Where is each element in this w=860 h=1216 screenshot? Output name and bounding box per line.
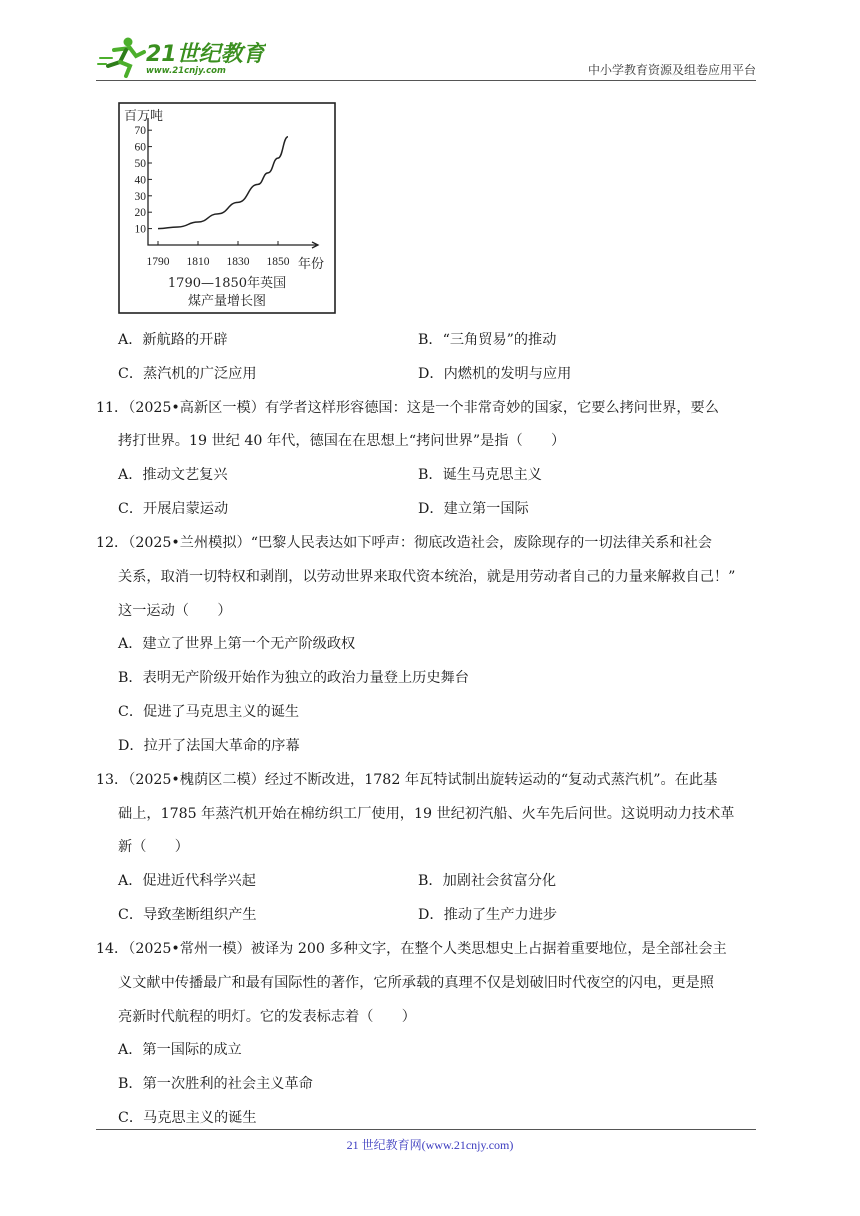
chart-subtitle: 煤产量增长图 [187, 294, 267, 309]
q11-option-b[interactable]: B．诞生马克思主义 [418, 467, 542, 483]
footer-text: 21 世纪教育网(www.21cnjy.com) [346, 1138, 514, 1152]
q12-stem-line1: 12．（2025•兰州模拟）“巴黎人民表达如下呼声：彻底改造社会，废除现存的一切法律关系和社会 [96, 535, 712, 551]
y-tick-label: 50 [134, 158, 146, 170]
q10-option-a[interactable]: A．新航路的开辟 [118, 332, 228, 348]
q14-option-b[interactable]: B．第一次胜利的社会主义革命 [118, 1076, 313, 1092]
q12-option-a[interactable]: A．建立了世界上第一个无产阶级政权 [118, 636, 356, 652]
q11-option-c[interactable]: C．开展启蒙运动 [118, 501, 229, 517]
x-tick-label: 1810 [186, 256, 210, 268]
y-tick-label: 10 [134, 223, 146, 236]
q12-option-b[interactable]: B．表明无产阶级开始作为独立的政治力量登上历史舞台 [118, 670, 469, 686]
q10-option-b[interactable]: B．“三角贸易”的推动 [418, 332, 557, 348]
y-tick-label: 40 [134, 174, 146, 187]
q14-option-c[interactable]: C．马克思主义的诞生 [118, 1110, 257, 1126]
q14-stem-line2: 义文献中传播最广和最有国际性的著作，它所承载的真理不仅是划破旧时代夜空的闪电，更是照 [118, 975, 714, 991]
q11-option-a[interactable]: A．推动文艺复兴 [118, 467, 228, 483]
q12-option-d[interactable]: D．拉开了法国大革命的序幕 [118, 738, 300, 754]
q13-stem-line2: 础上，1785 年蒸汽机开始在棉纺织工厂使用，19 世纪初汽船、火车先后问世。这说明动力技术革 [118, 806, 735, 822]
site-logo [96, 36, 266, 80]
q14-option-a[interactable]: A．第一国际的成立 [118, 1042, 242, 1058]
q13-option-b[interactable]: B．加剧社会贫富分化 [418, 873, 557, 889]
y-axis-label: 百万吨 [124, 109, 164, 124]
logo-wordmark: 21世纪教育 [146, 42, 265, 67]
q11-stem-line2: 拷打世界。19 世纪 40 年代，德国在在思想上“拷问世界”是指（ ） [118, 433, 566, 449]
x-tick-label: 1850 [266, 256, 290, 268]
x-tick-label: 1790 [146, 256, 170, 268]
q11-stem-line1: 11．（2025•高新区一模）有学者这样形容德国：这是一个非常奇妙的国家，它要么拷问世界，要么 [96, 400, 719, 416]
y-tick-label: 30 [134, 190, 146, 203]
y-tick-label: 70 [134, 125, 146, 138]
q13-option-a[interactable]: A．促进近代科学兴起 [118, 873, 256, 889]
footer-divider [96, 1129, 756, 1130]
q13-stem-line3: 新（ ） [118, 839, 189, 855]
runner-icon [98, 38, 144, 77]
y-tick-label: 20 [134, 207, 146, 220]
x-axis-label: 年份 [298, 257, 325, 272]
q10-option-d[interactable]: D．内燃机的发明与应用 [418, 366, 572, 382]
q12-stem-line3: 这一运动（ ） [118, 603, 232, 619]
chart-title: 1790—1850年英国 [167, 276, 287, 291]
x-tick-label: 1830 [226, 256, 250, 268]
coal-output-chart [118, 102, 336, 314]
q13-option-d[interactable]: D．推动了生产力进步 [418, 907, 558, 923]
q12-stem-line2: 关系，取消一切特权和剥削，以劳动世界来取代资本统治，就是用劳动者自己的力量来解救自己！” [118, 569, 736, 585]
q14-stem-line1: 14．（2025•常州一模）被译为 200 多种文字，在整个人类思想史上占据着重要地位，是全部社会主 [96, 941, 727, 957]
q13-stem-line1: 13．（2025•槐荫区二模）经过不断改进，1782 年瓦特试制出旋转运动的“复动式蒸汽机”。在此基 [96, 772, 718, 788]
q14-stem-line3: 亮新时代航程的明灯。它的发表标志着（ ） [118, 1009, 416, 1025]
site-tagline: 中小学教育资源及组卷应用平台 [587, 63, 756, 77]
logo-url: www.21cnjy.com [146, 66, 226, 76]
q12-option-c[interactable]: C．促进了马克思主义的诞生 [118, 704, 300, 720]
y-tick-label: 60 [134, 141, 146, 154]
header-divider [96, 80, 756, 81]
q10-option-c[interactable]: C．蒸汽机的广泛应用 [118, 366, 257, 382]
q11-option-d[interactable]: D．建立第一国际 [418, 501, 529, 517]
q13-option-c[interactable]: C．导致垄断组织产生 [118, 907, 257, 923]
